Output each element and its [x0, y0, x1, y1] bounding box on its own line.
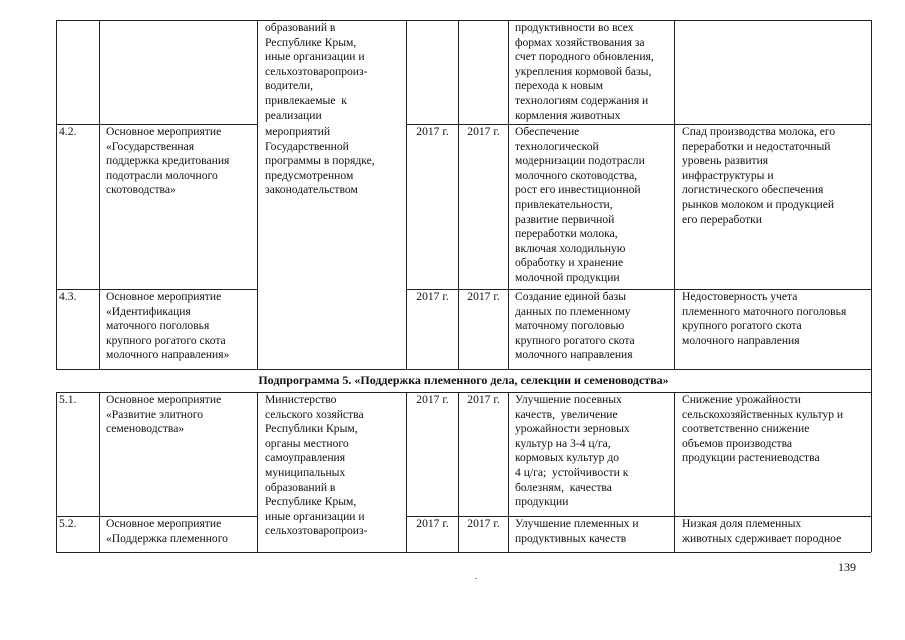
measure-name: Основное мероприятие «Государственная поддержка кредитования подотрасли молочного скотоводства» [106, 125, 230, 197]
grid-line [508, 20, 509, 369]
consequence-cell: Низкая доля племенных животных сдерживает породное [682, 517, 842, 545]
measure-name: Основное мероприятие «Идентификация маточного поголовья крупного рогатого скота молочного направления» [106, 290, 230, 362]
end-year: 2017 г. [467, 517, 500, 530]
grid-line [257, 392, 258, 552]
consequence-cell: Снижение урожайности сельскохозяйственных культур и соответственно снижение объемов производства продукции растениеводства [682, 393, 844, 465]
row-number: 4.3. [59, 290, 77, 303]
grid-line [99, 392, 100, 552]
measure-name: Основное мероприятие «Развитие элитного семеноводства» [106, 393, 222, 436]
grid-line [257, 20, 258, 369]
result-cell: продуктивности во всех формах хозяйствования за счет породного обновления, укрепления кормовой базы, перехода к новым технологиям содержания и кормления животных [515, 21, 654, 122]
page-number: 139 [838, 560, 856, 574]
result-cell: Улучшение племенных и продуктивных качеств [515, 517, 639, 545]
start-year: 2017 г. [416, 517, 449, 530]
grid-line [56, 20, 57, 369]
grid-line [56, 552, 871, 553]
executor-cell-merged: мероприятий Государственной программы в порядке, предусмотренном законодательством [265, 125, 375, 197]
start-year: 2017 г. [416, 393, 449, 406]
end-year: 2017 г. [467, 393, 500, 406]
start-year: 2017 г. [416, 290, 449, 303]
grid-line [674, 392, 675, 552]
result-cell: Улучшение посевных качеств, увеличение урожайности зерновых культур на 3-4 ц/га, кормовых культур до 4 ц/га; устойчивости к болезням, качества продукции [515, 393, 630, 509]
grid-line [99, 20, 100, 369]
end-year: 2017 г. [467, 125, 500, 138]
grid-line [56, 369, 871, 370]
grid-line [508, 392, 509, 552]
end-year: 2017 г. [467, 290, 500, 303]
result-cell: Создание единой базы данных по племенному маточному поголовью крупного рогатого скота молочного направления [515, 290, 635, 362]
row-number: 4.2. [59, 125, 77, 138]
grid-line [674, 20, 675, 369]
grid-line [56, 392, 57, 552]
consequence-cell: Недостоверность учета племенного маточного поголовья крупного рогатого скота молочного направления [682, 290, 847, 347]
measure-name: Основное мероприятие «Поддержка племенного [106, 517, 228, 545]
executor-cell-merged: Министерство сельского хозяйства Республики Крым, органы местного самоуправления муниципальных образований в Республике Крым, иные организации и сельхозтоваропроиз- [265, 393, 368, 538]
grid-line [871, 20, 872, 552]
row-number: 5.1. [59, 393, 77, 406]
scan-speck [475, 578, 477, 579]
grid-line [406, 20, 407, 369]
consequence-cell: Спад производства молока, его переработки и недостаточный уровень развития инфраструктуры и логистического обеспечения рынков молоком и продукцией его переработки [682, 125, 836, 226]
grid-line [458, 20, 459, 369]
start-year: 2017 г. [416, 125, 449, 138]
subprogram-title: Подпрограмма 5. «Поддержка племенного дела, селекции и семеноводства» [258, 373, 669, 387]
row-number: 5.2. [59, 517, 77, 530]
grid-line [56, 20, 871, 21]
executor-cell: образований в Республике Крым, иные организации и сельхозтоваропроиз- водители, привлекаемые к реализации [265, 21, 368, 122]
result-cell: Обеспечение технологической модернизации подотрасли молочного скотоводства, рост его инвестиционной привлекательности, развитие первичной переработки молока, включая холодильную обработку и хранение молочной продукции [515, 125, 645, 284]
